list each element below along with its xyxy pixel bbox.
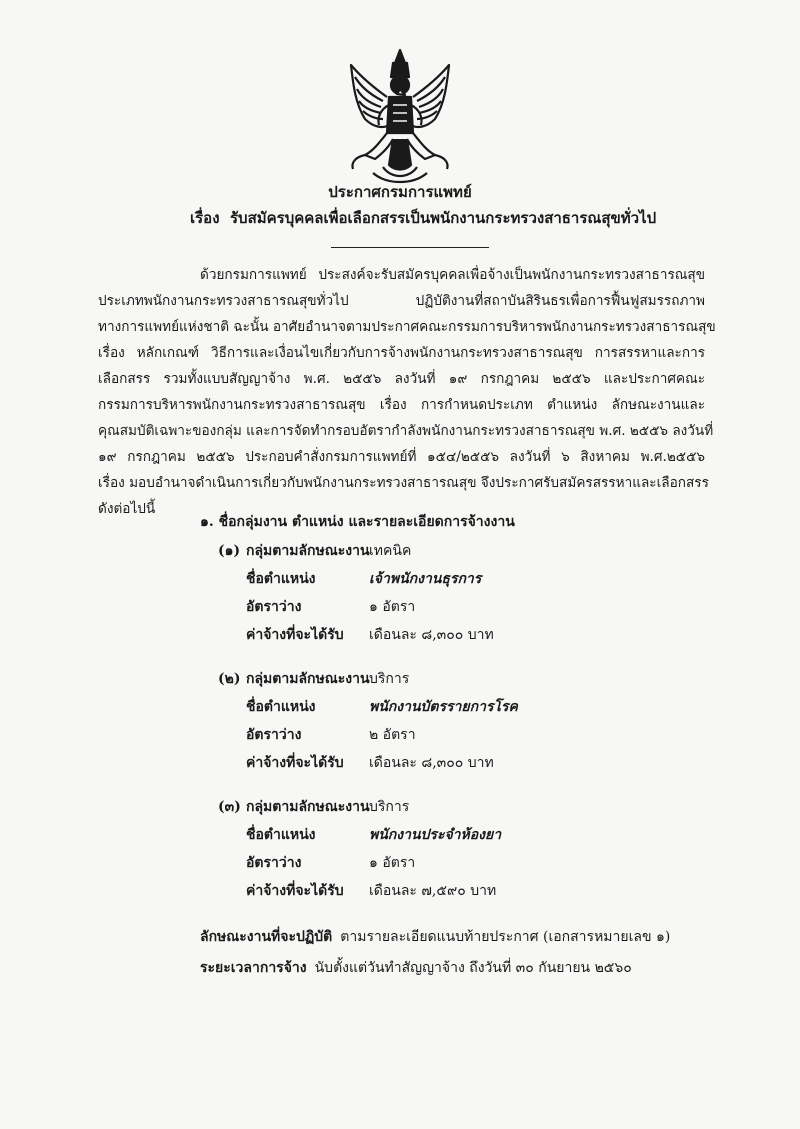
group-value: เทคนิค xyxy=(369,543,412,559)
period-line xyxy=(200,957,632,979)
intro-line: กรรมการบริหารพนักงานกระทรวงสาธารณสุข เรื่อง การกำหนดประเภท ตำแหน่ง ลักษณะงานและ xyxy=(98,397,705,413)
intro-line: ด้วยกรมการแพทย์ ประสงค์จะรับสมัครบุคคลเพื่อจ้างเป็นพนักงานกระทรวงสาธารณสุข xyxy=(200,267,705,283)
group-label: กลุ่มตามลักษณะงาน xyxy=(246,799,370,815)
intro-line: เรื่อง หลักเกณฑ์ วิธีการและเงื่อนไขเกี่ยวกับการจ้างพนักงานกระทรวงสาธารณสุข การสรรหาและการ xyxy=(98,345,705,361)
intro-line: ทางการแพทย์แห่งชาติ ฉะนั้น อาศัยอำนาจตามประกาศคณะกรรมการบริหารพนักงานกระทรวงสาธารณสุข xyxy=(98,319,716,335)
vacancy-value: ๑ อัตรา xyxy=(369,599,416,615)
duties-value: ตามรายละเอียดแนบท้ายประกาศ (เอกสารหมายเลข ๑) xyxy=(340,929,671,945)
group-label: กลุ่มตามลักษณะงาน xyxy=(246,543,370,559)
intro-line: ๑๙ กรกฎาคม ๒๕๕๖ ประกอบคำสั่งกรมการแพทย์ที่ ๑๕๔/๒๕๕๖ ลงวันที่ ๖ สิงหาคม พ.ศ.๒๕๕๖ xyxy=(98,449,705,465)
vacancy-label: อัตราว่าง xyxy=(246,599,302,615)
intro-paragraph xyxy=(98,262,716,522)
wage-label: ค่าจ้างที่จะได้รับ xyxy=(246,755,344,771)
job-group-2 xyxy=(218,664,718,776)
wage-label: ค่าจ้างที่จะได้รับ xyxy=(246,627,344,643)
vacancy-value: ๒ อัตรา xyxy=(369,727,416,743)
job-group-3 xyxy=(218,792,718,904)
position-value: เจ้าพนักงานธุรการ xyxy=(369,571,482,587)
wage-value: เดือนละ ๘,๓๐๐ บาท xyxy=(369,627,494,643)
document-subject xyxy=(190,206,710,230)
position-label: ชื่อตำแหน่ง xyxy=(246,827,316,843)
title-divider xyxy=(331,247,489,248)
wage-value: เดือนละ ๗,๕๙๐ บาท xyxy=(369,883,497,899)
subject-text: รับสมัครบุคคลเพื่อเลือกสรรเป็นพนักงานกระทรวงสาธารณสุขทั่วไป xyxy=(229,209,657,227)
intro-line: ดังต่อไปนี้ xyxy=(98,501,156,517)
job-group-1 xyxy=(218,536,718,648)
group-number: (๒) xyxy=(218,671,241,687)
group-number: (๓) xyxy=(218,799,241,815)
intro-line: เลือกสรร รวมทั้งแบบสัญญาจ้าง พ.ศ. ๒๕๕๖ ลงวันที่ ๑๙ กรกฎาคม ๒๕๕๖ และประกาศคณะ xyxy=(98,371,705,387)
subject-label: เรื่อง xyxy=(190,209,220,227)
vacancy-label: อัตราว่าง xyxy=(246,855,302,871)
intro-line: ประเภทพนักงานกระทรวงสาธารณสุขทั่วไป ปฏิบัติงานที่สถาบันสิรินธรเพื่อการฟื้นฟูสมรรถภาพ xyxy=(98,293,705,309)
group-value: บริการ xyxy=(369,799,410,815)
period-value: นับตั้งแต่วันทำสัญญาจ้าง ถึงวันที่ ๓๐ กันยายน ๒๕๖๐ xyxy=(314,960,632,976)
position-value: พนักงานบัตรรายการโรค xyxy=(369,699,518,715)
intro-line: เรื่อง มอบอำนาจดำเนินการเกี่ยวกับพนักงานกระทรวงสาธารณสุข จึงประกาศรับสมัครสรรหาและเลือกสรร xyxy=(98,475,709,491)
position-label: ชื่อตำแหน่ง xyxy=(246,699,316,715)
duties-label: ลักษณะงานที่จะปฏิบัติ xyxy=(200,929,333,945)
section-heading: ๑. ชื่อกลุ่มงาน ตำแหน่ง และรายละเอียดการจ้างงาน xyxy=(200,514,515,530)
period-label: ระยะเวลาการจ้าง xyxy=(200,960,307,976)
vacancy-value: ๑ อัตรา xyxy=(369,855,416,871)
group-value: บริการ xyxy=(369,671,410,687)
position-value: พนักงานประจำห้องยา xyxy=(369,827,502,843)
document-title: ประกาศกรมการแพทย์ xyxy=(328,183,472,201)
garuda-emblem xyxy=(343,47,458,187)
group-label: กลุ่มตามลักษณะงาน xyxy=(246,671,370,687)
group-number: (๑) xyxy=(218,543,241,559)
position-label: ชื่อตำแหน่ง xyxy=(246,571,316,587)
vacancy-label: อัตราว่าง xyxy=(246,727,302,743)
duties-line xyxy=(200,926,670,948)
intro-line: คุณสมบัติเฉพาะของกลุ่ม และการจัดทำกรอบอัตรากำลังพนักงานกระทรวงสาธารณสุข พ.ศ. ๒๕๕๖ ลงวันที่ xyxy=(98,423,714,439)
wage-value: เดือนละ ๘,๓๐๐ บาท xyxy=(369,755,494,771)
wage-label: ค่าจ้างที่จะได้รับ xyxy=(246,883,344,899)
